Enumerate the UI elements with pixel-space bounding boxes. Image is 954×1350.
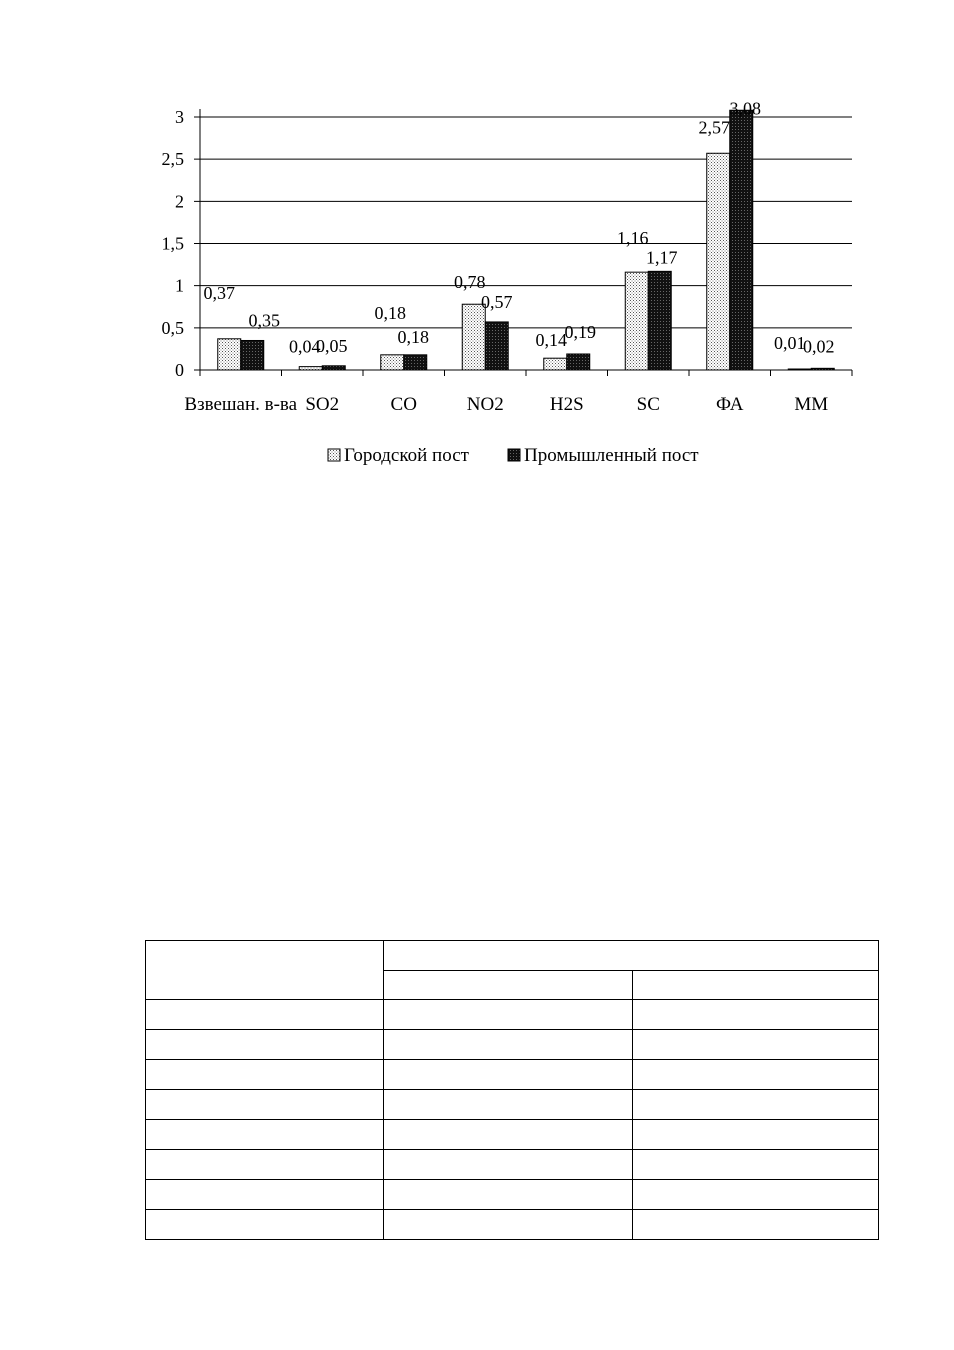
table-cell [633, 1000, 879, 1030]
data-label: 0,04 [289, 336, 321, 357]
data-label: 0,02 [803, 336, 835, 357]
table-cell [633, 1210, 879, 1240]
data-label: 0,57 [481, 291, 513, 312]
table-row [146, 1060, 879, 1090]
data-label: 0,01 [774, 333, 806, 354]
bar-chart [0, 0, 954, 500]
bar-industrial [567, 354, 590, 370]
table-cell [384, 1120, 633, 1150]
data-label: 0,18 [374, 302, 406, 323]
bar-city [625, 272, 648, 370]
x-category-label: NO2 [466, 394, 504, 415]
x-category-label: CO [390, 394, 417, 415]
table-row [146, 1000, 879, 1030]
table-header-cell [146, 941, 384, 1000]
table-header-cell [384, 941, 879, 971]
y-tick-label: 3 [175, 107, 184, 127]
table-header-row [146, 941, 879, 971]
table-cell [633, 1180, 879, 1210]
table-cell [384, 1030, 633, 1060]
table-cell [633, 1120, 879, 1150]
data-label: 2,57 [698, 117, 730, 138]
table-cell [384, 1180, 633, 1210]
table-row [146, 1120, 879, 1150]
gridlines [194, 117, 852, 370]
table-cell [146, 1000, 384, 1030]
data-label: 0,14 [535, 330, 567, 351]
data-label: 0,37 [203, 282, 235, 303]
table-cell [146, 1090, 384, 1120]
legend-swatch [508, 449, 520, 461]
bar-industrial [241, 340, 264, 370]
x-category-labels [184, 394, 828, 415]
table-cell [633, 1150, 879, 1180]
legend-label: Промышленный пост [524, 445, 699, 466]
y-tick-label: 2,5 [161, 149, 184, 170]
bar-city [218, 339, 241, 370]
bar-city [707, 153, 730, 370]
y-tick-label: 0,5 [161, 317, 184, 338]
bar-city [788, 369, 811, 370]
legend [328, 445, 699, 466]
table-cell [633, 1060, 879, 1090]
y-tick-label: 0 [175, 360, 184, 380]
bar-industrial [404, 355, 427, 370]
table-cell [633, 1030, 879, 1060]
data-label: 0,19 [564, 321, 596, 342]
table-row [146, 1090, 879, 1120]
x-category-label: SC [636, 394, 660, 415]
table-row [146, 1180, 879, 1210]
bar-city [381, 355, 404, 370]
bar-city [299, 367, 322, 370]
x-category-label: Взвешан. в-ва [184, 394, 298, 415]
bar-city [544, 358, 567, 370]
bar-industrial [811, 368, 834, 370]
table-cell [384, 1000, 633, 1030]
x-category-label: ФА [715, 394, 744, 415]
x-category-label: ММ [794, 394, 829, 415]
table-subheader-cell [633, 971, 879, 1000]
table-cell [384, 1150, 633, 1180]
table-cell [146, 1210, 384, 1240]
bar-industrial [648, 271, 671, 370]
table-row [146, 1210, 879, 1240]
table-cell [384, 1060, 633, 1090]
bars [218, 110, 835, 370]
y-tick-label: 2 [175, 191, 184, 212]
y-tick-label: 1,5 [161, 233, 184, 254]
table-subheader-cell [384, 971, 633, 1000]
y-tick-labels [162, 107, 185, 380]
table-cell [146, 1150, 384, 1180]
table-row [146, 1150, 879, 1180]
table-cell [633, 1090, 879, 1120]
bar-city [462, 304, 485, 370]
data-label: 0,18 [397, 326, 429, 347]
legend-label: Городской пост [344, 445, 469, 466]
data-label: 0,35 [248, 310, 280, 331]
data-label: 1,16 [617, 228, 649, 249]
table-row [146, 1030, 879, 1060]
data-label: 3,08 [729, 98, 761, 119]
table-cell [146, 1060, 384, 1090]
legend-swatch [328, 449, 340, 461]
x-category-label: H2S [549, 394, 584, 415]
table-cell [146, 1180, 384, 1210]
y-tick-label: 1 [175, 275, 184, 296]
data-label: 0,78 [454, 272, 486, 293]
data-table [145, 940, 879, 1240]
table-cell [384, 1210, 633, 1240]
data-label: 0,05 [316, 335, 348, 356]
x-category-label: SO2 [305, 394, 340, 415]
data-label: 1,17 [646, 247, 678, 268]
bar-industrial [322, 366, 345, 370]
bar-industrial [730, 110, 753, 370]
table-cell [384, 1090, 633, 1120]
bar-industrial [485, 322, 508, 370]
table-cell [146, 1030, 384, 1060]
table-cell [146, 1120, 384, 1150]
